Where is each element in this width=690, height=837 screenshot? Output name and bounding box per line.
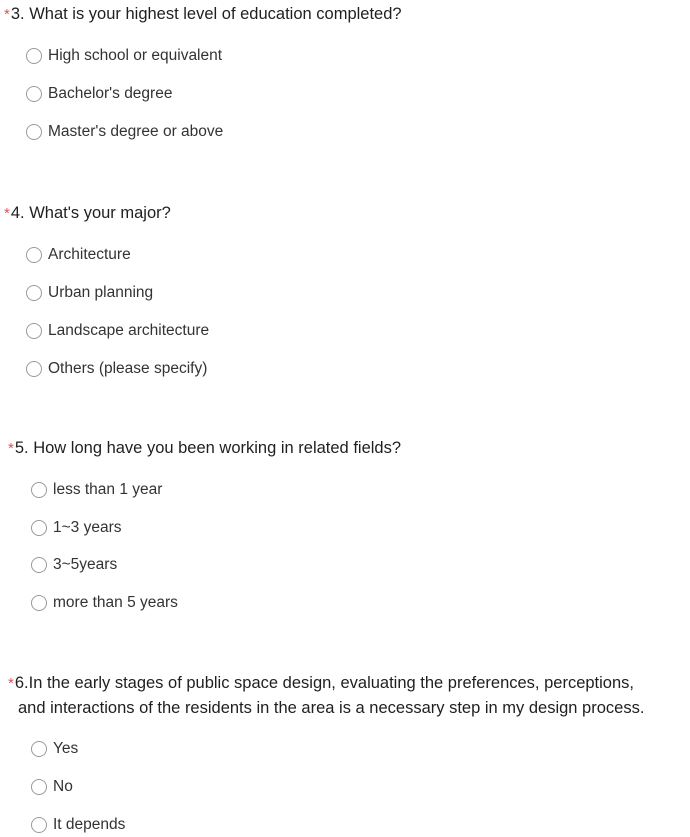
required-asterisk: * xyxy=(4,6,10,23)
radio-button[interactable] xyxy=(31,595,47,611)
option-label: Architecture xyxy=(48,246,131,263)
option-bachelors[interactable] xyxy=(26,82,172,106)
question-title xyxy=(8,436,401,461)
option-less-than-1-year[interactable] xyxy=(31,478,162,502)
question-number: 5. xyxy=(14,439,29,457)
question-text: How long have you been working in related fields? xyxy=(33,439,402,457)
option-3-5-years[interactable] xyxy=(31,553,117,577)
option-label: less than 1 year xyxy=(53,481,163,498)
radio-button[interactable] xyxy=(31,482,47,498)
question-title xyxy=(4,201,171,226)
radio-button[interactable] xyxy=(26,48,42,64)
option-label: more than 5 years xyxy=(53,594,178,611)
option-high-school[interactable] xyxy=(26,44,222,68)
radio-button[interactable] xyxy=(26,86,42,102)
option-landscape-architecture[interactable] xyxy=(26,319,209,343)
radio-button[interactable] xyxy=(26,361,42,377)
question-number: 3. xyxy=(10,5,25,23)
radio-button[interactable] xyxy=(26,323,42,339)
option-1-3-years[interactable] xyxy=(31,516,122,540)
option-label: It depends xyxy=(53,816,126,833)
option-architecture[interactable] xyxy=(26,243,131,267)
option-label: 3~5years xyxy=(53,556,118,573)
radio-button[interactable] xyxy=(26,247,42,263)
radio-button[interactable] xyxy=(31,557,47,573)
option-label: High school or equivalent xyxy=(48,47,223,64)
option-label: Urban planning xyxy=(48,284,154,301)
question-text: What's your major? xyxy=(29,204,171,222)
option-masters[interactable] xyxy=(26,120,223,144)
question-text: What is your highest level of education completed? xyxy=(29,5,402,23)
radio-button[interactable] xyxy=(31,817,47,833)
question-text-line-1: In the early stages of public space design, evaluating the preferences, perceptions, xyxy=(28,674,634,692)
question-title xyxy=(4,2,402,27)
option-others[interactable] xyxy=(26,357,207,381)
option-label: Bachelor's degree xyxy=(48,85,173,102)
option-no[interactable] xyxy=(31,775,73,799)
option-it-depends[interactable] xyxy=(31,813,125,837)
question-text-line-2: and interactions of the residents in the area is a necessary step in my design process. xyxy=(18,699,645,717)
option-label: Master's degree or above xyxy=(48,123,224,140)
option-label: 1~3 years xyxy=(53,519,122,536)
question-title xyxy=(8,671,644,721)
option-more-than-5-years[interactable] xyxy=(31,591,178,615)
radio-button[interactable] xyxy=(31,779,47,795)
radio-button[interactable] xyxy=(26,124,42,140)
option-yes[interactable] xyxy=(31,737,78,761)
option-label: No xyxy=(53,778,73,795)
option-label: Others (please specify) xyxy=(48,360,208,377)
required-asterisk: * xyxy=(8,675,14,692)
question-number: 6. xyxy=(14,674,29,692)
radio-button[interactable] xyxy=(31,520,47,536)
option-label: Yes xyxy=(53,740,79,757)
required-asterisk: * xyxy=(4,205,10,222)
radio-button[interactable] xyxy=(26,285,42,301)
required-asterisk: * xyxy=(8,440,14,457)
option-label: Landscape architecture xyxy=(48,322,210,339)
option-urban-planning[interactable] xyxy=(26,281,153,305)
radio-button[interactable] xyxy=(31,741,47,757)
question-number: 4. xyxy=(10,204,25,222)
